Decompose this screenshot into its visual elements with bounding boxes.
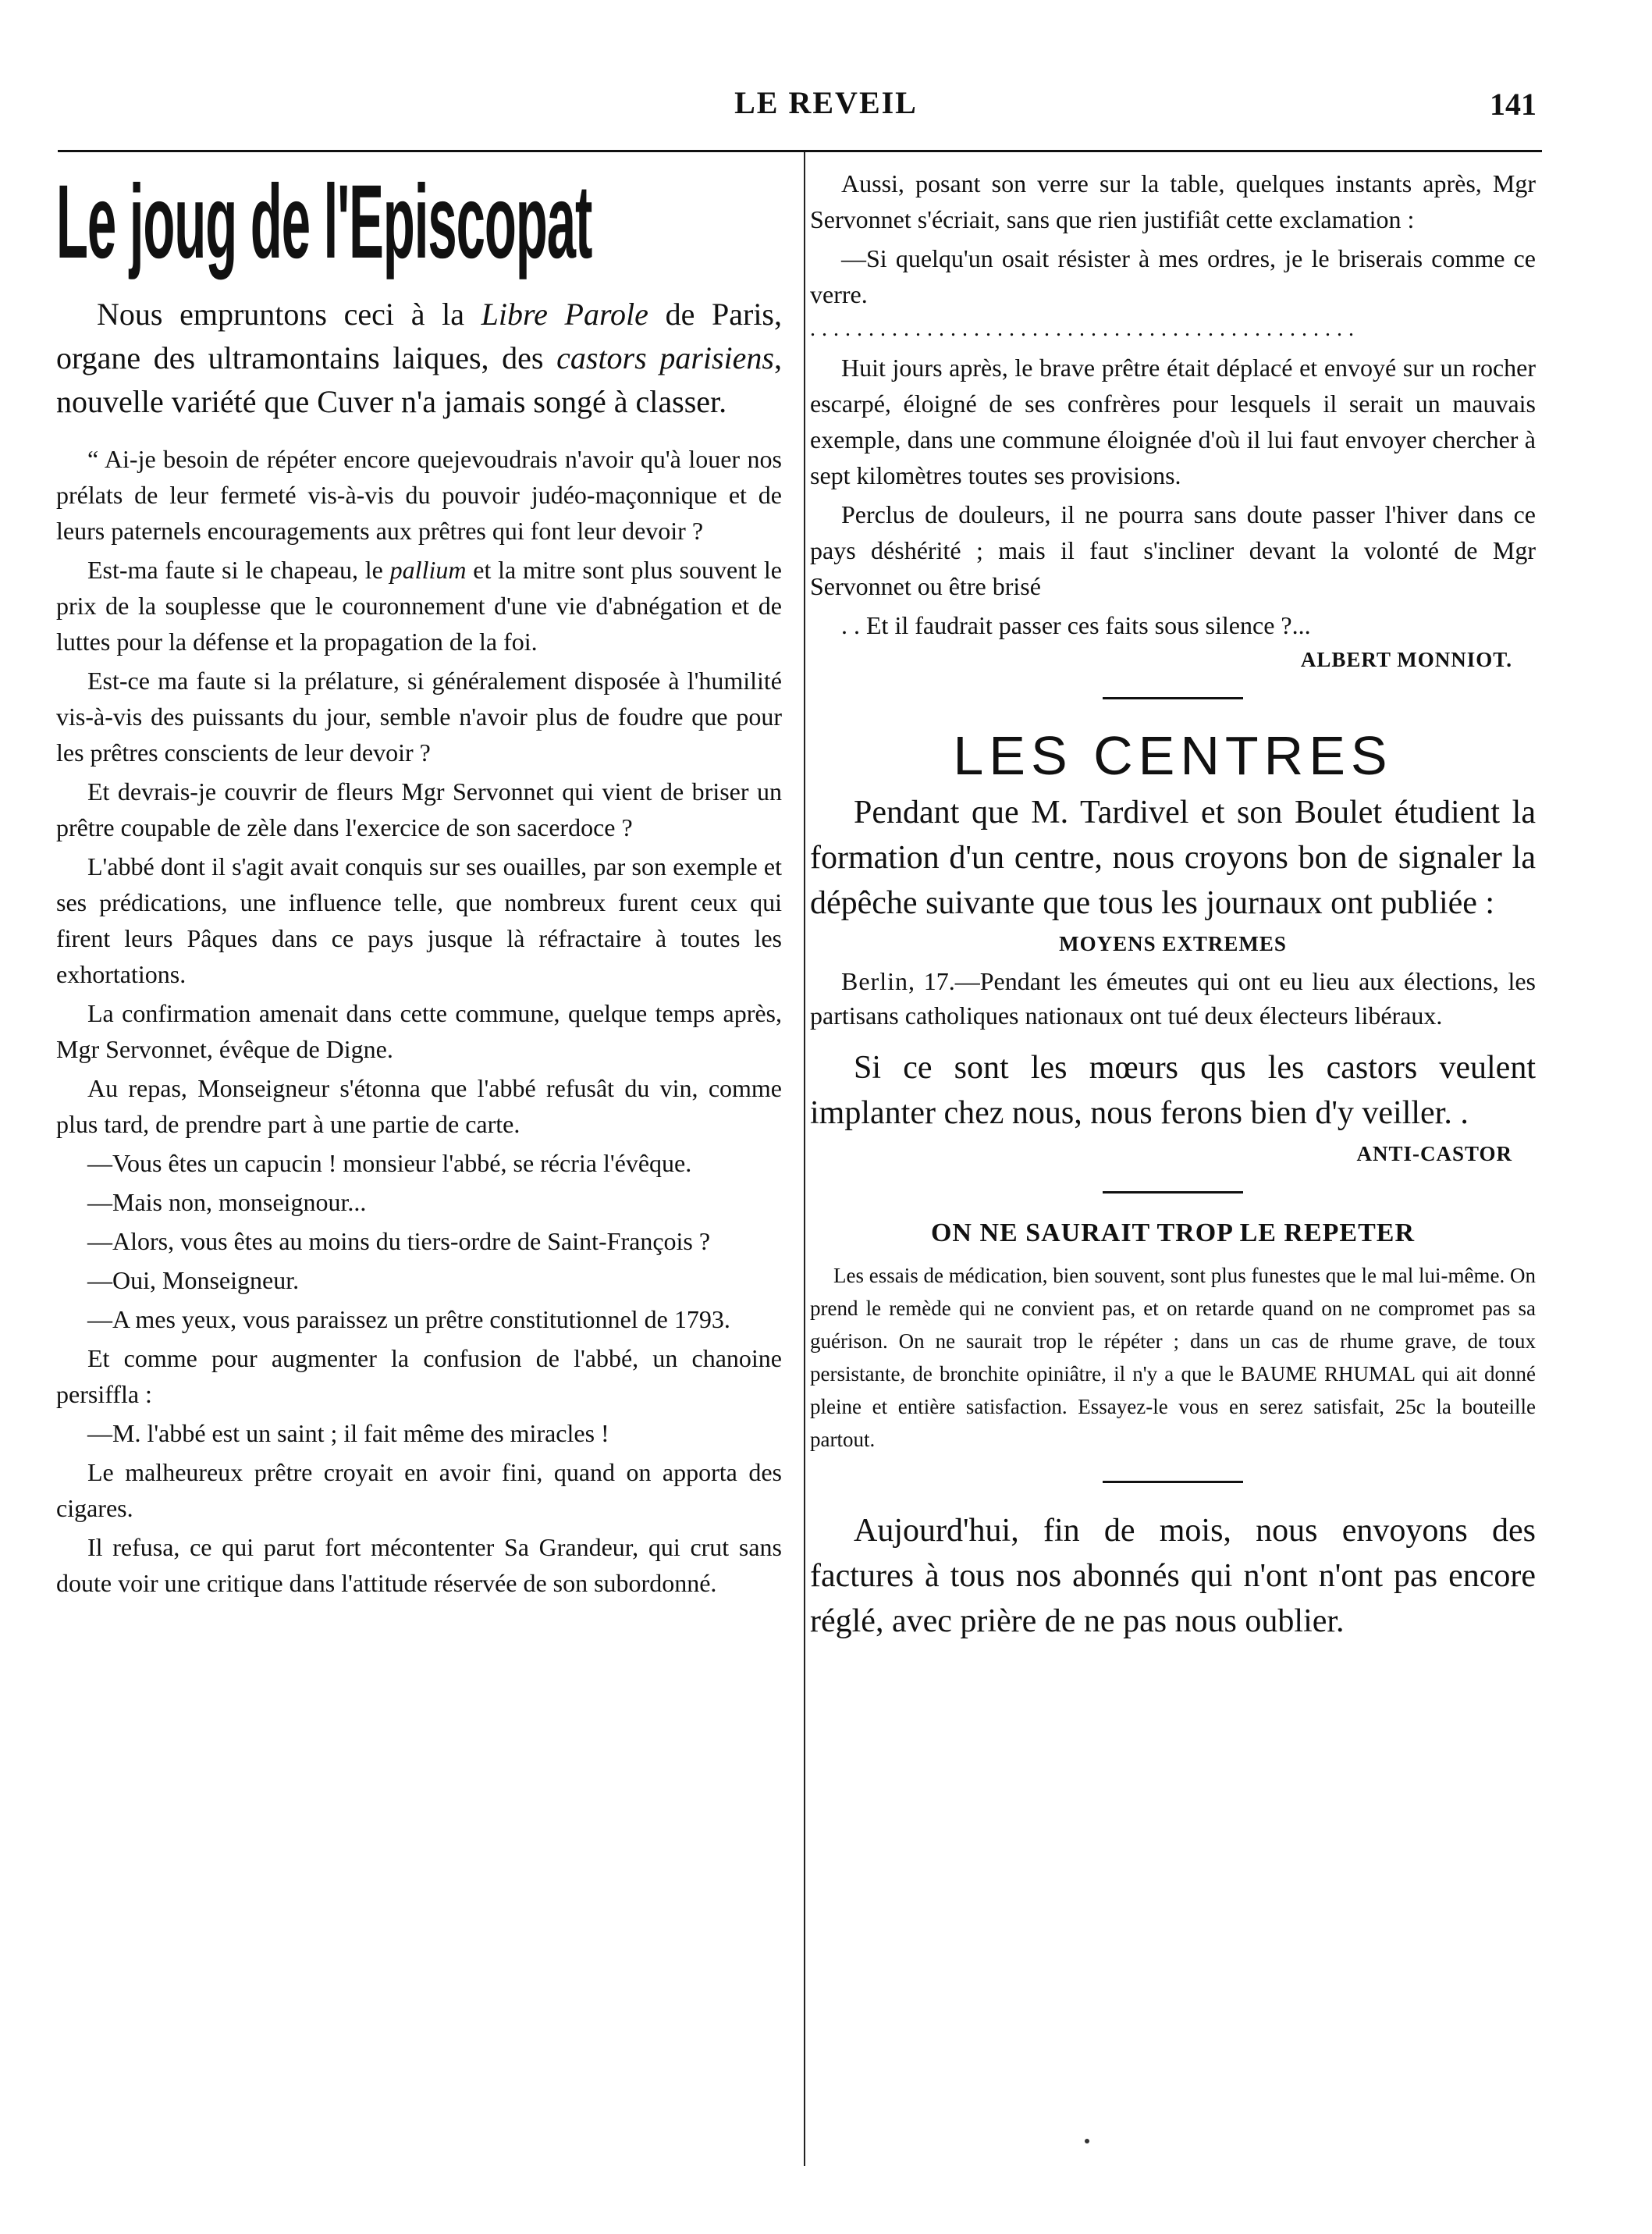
- paragraph: Et comme pour augmenter la confusion de l'abbé, un chanoine persiffla :: [56, 1344, 782, 1408]
- section-rule: [1103, 697, 1243, 699]
- paragraph: Perclus de douleurs, il ne pourra sans doute passer l'hiver dans ce pays déshérité ; mais il faut s'incliner devant la volonté de Mgr Servonnet ou être brisé: [810, 500, 1536, 600]
- paragraph: —Oui, Monseigneur.: [87, 1266, 300, 1294]
- article-intro: Nous empruntons ceci à la Libre Parole de Paris, organe des ultramontains laiques, des castors parisiens, nouvelle variété que Cuver n'a jamais songé à classer.: [56, 297, 782, 419]
- pallium-word: pallium: [389, 556, 467, 584]
- paragraph: Est-ce ma faute si la prélature, si généralement disposée à l'humilité vis-à-vis des puissants du jour, semble n'avoir plus de foudre que pour les prêtres conscients de leur devoir ?: [56, 667, 782, 767]
- section-comment: Si ce sont les mœurs qus les castors veulent implanter chez nous, nous ferons bien d'y veiller. .: [810, 1050, 1536, 1131]
- paragraph: “ Ai-je besoin de répéter encore quejevoudrais n'avoir qu'à louer nos prélats de leur fermeté vis-à-vis du pouvoir judéo-maçonnique et de leurs paternels encouragements aux prêtres qui font leur devoir ?: [56, 445, 782, 545]
- section-rule: [1103, 1191, 1243, 1193]
- header-rule: [58, 150, 1542, 152]
- paragraph: Et devrais-je couvrir de fleurs Mgr Servonnet qui vient de briser un prêtre coupable de zèle dans l'exercice de son sacerdoce ?: [56, 777, 782, 841]
- paragraph: Le malheureux prêtre croyait en avoir fini, quand on apporta des cigares.: [56, 1458, 782, 1522]
- paragraph: —Mais non, monseignour...: [87, 1188, 367, 1216]
- running-head-title: LE REVEIL: [734, 85, 918, 120]
- paragraph: —Vous êtes un capucin ! monsieur l'abbé, se récria l'évêque.: [87, 1149, 692, 1177]
- paragraph: —M. l'abbé est un saint ; il fait même des miracles !: [87, 1419, 609, 1447]
- castors-phrase: castors parisiens: [556, 340, 774, 375]
- article-body-right: [810, 165, 1536, 643]
- paragraph: Est-ma faute si le chapeau, le pallium et la mitre sont plus souvent le prix de la souplesse que le couronnement d'une vie d'abnégation et de luttes pour la défense et la propagation de la foi.: [56, 556, 783, 656]
- section-lead: Pendant que M. Tardivel et son Boulet étudient la formation d'un centre, nous croyons bon de signaler la dépêche suivante que tous les journaux ont publiée :: [810, 795, 1536, 921]
- left-column: [56, 160, 782, 1604]
- section-signature: ANTI-CASTOR: [1356, 1142, 1512, 1165]
- paragraph: La confirmation amenait dans cette commune, quelque temps après, Mgr Servonnet, évêque de Digne.: [56, 999, 782, 1063]
- paragraph: Huit jours après, le brave prêtre était déplacé et envoyé sur un rocher escarpé, éloigné de ses confrères pour lesquels il serait un mauvais exemple, dans une commune éloignée d'où il lui faut envoyer chercher à sept kilomètres toutes ses provisions.: [810, 354, 1536, 489]
- paragraph: Aussi, posant son verre sur la table, quelques instants après, Mgr Servonnet s'écriait, sans que rien justifiât cette exclamation :: [810, 169, 1536, 233]
- page-number: 141: [1490, 87, 1537, 122]
- author-signature: ALBERT MONNIOT.: [1300, 648, 1512, 671]
- article-body-left: [56, 441, 782, 1601]
- source-name: Libre Parole: [481, 297, 648, 332]
- section-rule: [1103, 1481, 1243, 1483]
- paragraph: —Si quelqu'un osait résister à mes ordres, je le briserais comme ce verre.: [810, 244, 1536, 308]
- right-column: [810, 165, 1536, 1644]
- closing-notice: Aujourd'hui, fin de mois, nous envoyons des factures à tous nos abonnés qui n'ont n'ont pas encore réglé, avec prière de ne pas nous oublier.: [810, 1513, 1536, 1639]
- advert-text: Les essais de médication, bien souvent, sont plus funestes que le mal lui-même. On prend le remède qui ne convient pas, et on retarde quand on ne compromet pas sa guérison. On ne saurait trop le répéter ; dans un cas de rhume grave, de toux persistante, de bronchite opiniâtre, il n'y a que le BAUME RHUMAL qui ait donné pleine et entière satisfaction. Essayez-le vous en serez satisfait, 25c la bouteille partout.: [810, 1264, 1536, 1451]
- paragraph: —Alors, vous êtes au moins du tiers-ordre de Saint-François ?: [87, 1227, 711, 1255]
- advert-title: ON NE SAURAIT TROP LE REPETER: [930, 1218, 1416, 1247]
- ellipsis-row: ...............................................: [810, 317, 1360, 341]
- paragraph: L'abbé dont il s'agit avait conquis sur ses ouailles, par son exemple et ses prédications, une influence telle, que nombreux furent ceux qui firent leurs Pâques dans ce pays jusque là réfractaire à toutes les exhortations.: [56, 852, 782, 988]
- dispatch-text: Berlin, 17.—Pendant les émeutes qui ont eu lieu aux élections, les partisans catholiques nationaux ont tué deux électeurs libéraux.: [810, 967, 1536, 1030]
- paragraph: Il refusa, ce qui parut fort mécontenter Sa Grandeur, qui crut sans doute voir une critique dans l'attitude réservée de son subordonné.: [56, 1533, 782, 1597]
- column-divider: [804, 152, 805, 2166]
- paragraph: . . Et il faudrait passer ces faits sous silence ?...: [841, 611, 1311, 639]
- paragraph: Au repas, Monseigneur s'étonna que l'abbé refusât du vin, comme plus tard, de prendre part à une partie de carte.: [56, 1074, 782, 1138]
- paragraph: —A mes yeux, vous paraissez un prêtre constitutionnel de 1793.: [87, 1305, 730, 1333]
- dispatch-place: Berlin: [841, 967, 908, 995]
- print-speck: [1085, 2139, 1089, 2143]
- dispatch-headline: MOYENS EXTREMES: [1059, 932, 1287, 955]
- article-title: Le joug de l'Episcopat: [56, 164, 592, 280]
- section-title: LES CENTRES: [953, 725, 1393, 786]
